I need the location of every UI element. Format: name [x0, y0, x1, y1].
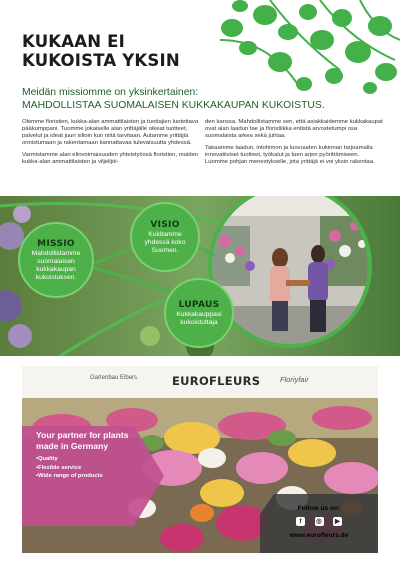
logo-text: Gartenbau Elbers	[90, 375, 138, 381]
website-link[interactable]: www.eurofleurs.de	[289, 532, 349, 539]
bubble-visio	[130, 202, 200, 272]
body-column-left	[22, 119, 200, 172]
gartenbau-elbers-logo	[90, 375, 137, 381]
eurofleurs-ad[interactable]	[22, 366, 378, 553]
logo-text: Floriyfair	[280, 375, 309, 384]
bubble-text: Kukkakauppasi kukoistuttaja	[176, 310, 222, 326]
ad-logo-bar	[22, 366, 378, 398]
follow-panel	[260, 494, 378, 553]
body-paragraph: Olemme floristien, kukka-alan ammattilaisten ja tuottajien luotettava pääkumppani. Tuomme jokaiselle alan yrittäjälle oikeat tuotteet, palvelut ja ideat juuri silloin kun niitä tarvitaan. Autamme yrittäjiä onnistumaan ja rakentamaan kannattavaa tulevaisuutta yhdessä.	[22, 119, 199, 147]
bubble-text: Mahdollistamme suomalaisen kukkakaupan kukoistuksen.	[31, 249, 81, 281]
title-line-2: KUKOISTA YKSIN	[22, 51, 180, 70]
body-paragraph: Varmistamme alan elinvoimaisuuden yhteistyössä floristien, muiden kukka-alan ammattilaisten ja viljelijöi-	[22, 152, 199, 166]
social-icons	[296, 517, 342, 526]
bubble-title: MISSIO	[37, 238, 75, 249]
bubble-missio	[18, 222, 94, 298]
ad-bullet-list	[36, 455, 146, 480]
ad-bullet: • Flexible service	[36, 464, 146, 472]
eurofleurs-logo	[172, 374, 260, 388]
leaves-decoration	[210, 0, 400, 95]
bubble-lupaus	[164, 278, 234, 348]
body-column-right	[205, 119, 383, 172]
ad-headline: Your partner for plants made in Germany	[36, 430, 129, 451]
bubble-title: LUPAUS	[178, 299, 220, 310]
subtitle-line-1: Meidän missiomme on yksinkertainen:	[22, 87, 199, 98]
instagram-icon[interactable]: ◎	[316, 518, 322, 525]
youtube-icon[interactable]: ▶	[335, 518, 340, 525]
bubble-text: Kukitamme yhdessä koko Suomen.	[144, 230, 186, 254]
bubble-title: VISIO	[150, 219, 180, 230]
title-line-1: KUKAAN EI	[22, 32, 125, 51]
facebook-icon[interactable]: f	[296, 517, 305, 526]
body-paragraph: Takaamme laadun, intohimon ja luovuuden kukinnan tarjoamalla innovatiiviset tuotteet, työkalut ja tuen arjen pyörittämiseen. Luomme pohjan menestykselle, jota yrittäjä ei voi yksin rakentaa.	[205, 145, 375, 166]
body-paragraph: den kanssa. Mahdollistamme sen, että asiakkaidemme kukkakaupat ovat alan laadun tae ja floristiikka entistä arvostetumpi osa suomalaista arkea sekä juhlaa.	[205, 119, 383, 140]
page-title	[22, 32, 180, 70]
floriyfair-logo	[280, 375, 309, 384]
follow-label: Follow us on:	[297, 505, 341, 512]
photo-band	[0, 196, 400, 356]
ad-bullet: • Wide range of products	[36, 472, 146, 480]
subtitle-line-2: MAHDOLLISTAA SUOMALAISEN KUKKAKAUPAN KUKOISTUS.	[22, 99, 325, 111]
logo-text: EUROFLEURS	[172, 374, 261, 388]
subtitle	[22, 87, 382, 112]
ad-tagline-block	[36, 430, 146, 480]
ad-bullet: • Quality	[36, 455, 146, 463]
